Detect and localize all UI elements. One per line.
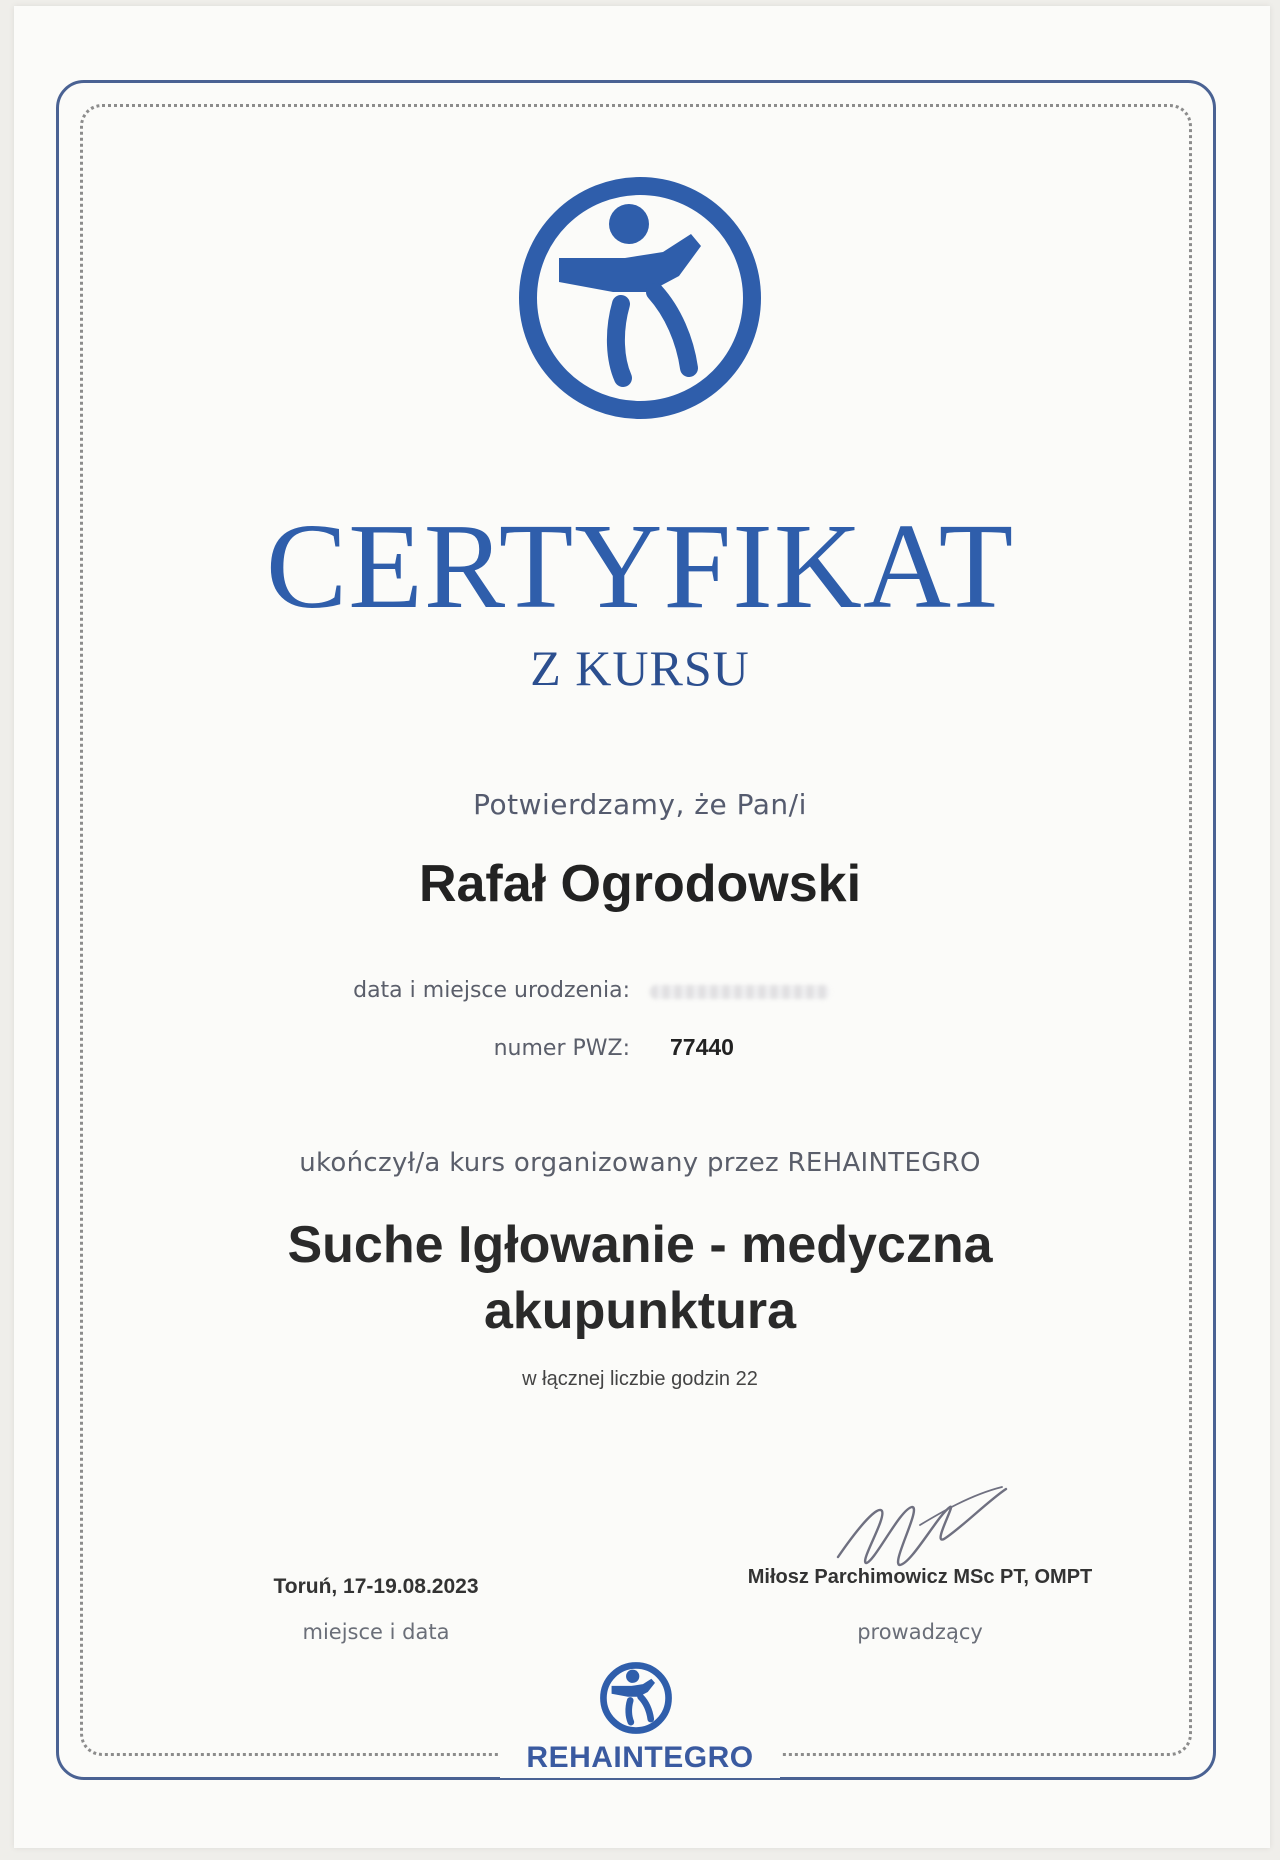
confirmation-text: Potwierdzamy, że Pan/i [473, 788, 807, 821]
course-hours: w łącznej liczbie godzin 22 [522, 1368, 758, 1390]
certificate-title: CERTYFIKAT [265, 499, 1015, 634]
place-date: Toruń, 17-19.08.2023 [273, 1575, 479, 1598]
course-title-line-1: Suche Igłowanie - medyczna [287, 1216, 993, 1274]
recipient-name: Rafał Ogrodowski [418, 855, 862, 913]
footer-logo-icon [598, 1660, 674, 1736]
brand-wordmark [500, 1738, 780, 1778]
course-leader-name: Miłosz Parchimowicz MSc PT, OMPT [747, 1566, 1093, 1588]
brand-name: REHAINTEGRO [526, 1741, 754, 1774]
place-date-label: miejsce i data [302, 1620, 450, 1644]
course-title-line-2: akupunktura [483, 1282, 797, 1340]
certificate-subtitle: Z KURSU [530, 640, 750, 696]
rehaintegro-logo-icon [517, 172, 763, 424]
course-leader-label: prowadzący [857, 1620, 983, 1644]
pwz-value: 77440 [670, 1034, 734, 1060]
completion-text: ukończył/a kurs organizowany przez REHAINTEGRO [299, 1148, 981, 1178]
pwz-label: numer PWZ: [493, 1036, 630, 1061]
signature-icon [820, 1465, 1010, 1575]
birth-info-label: data i miejsce urodzenia: [353, 978, 630, 1003]
course-title [0, 1212, 1280, 1344]
redacted-birth-info [650, 985, 830, 999]
